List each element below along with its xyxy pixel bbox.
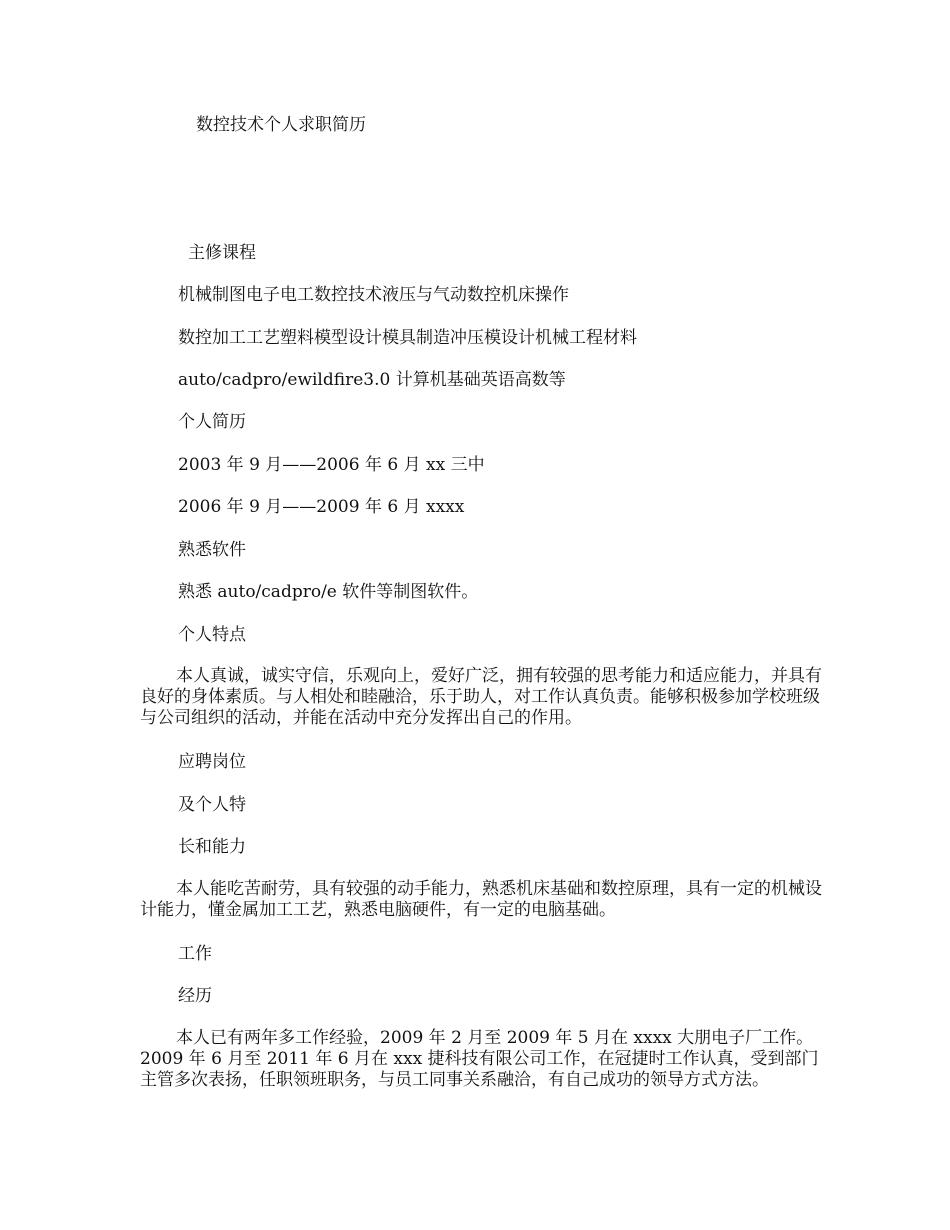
position-heading: 应聘岗位 bbox=[178, 752, 246, 772]
skills-heading-part-2: 长和能力 bbox=[178, 837, 246, 857]
courses-line-3: auto/cadpro/ewildfire3.0 计算机基础英语高数等 bbox=[178, 370, 566, 390]
resume-line-2: 2006 年 9 月——2009 年 6 月 xxxx bbox=[178, 497, 465, 517]
traits-paragraph: 本人真诚，诚实守信，乐观向上，爱好广泛，拥有较强的思考能力和适应能力，并具有良好的身体素质。与人相处和睦融洽，乐于助人，对工作认真负责。能够积极参加学校班级与公司组织的活动，并能在活动中充分发挥出自己的作用。 bbox=[140, 666, 822, 728]
skills-heading-part-1: 及个人特 bbox=[178, 795, 246, 815]
courses-line-1: 机械制图电子电工数控技术液压与气动数控机床操作 bbox=[178, 285, 569, 305]
courses-line-2: 数控加工工艺塑料模型设计模具制造冲压模设计机械工程材料 bbox=[178, 328, 637, 348]
software-line: 熟悉 auto/cadpro/e 软件等制图软件。 bbox=[178, 582, 479, 602]
work-heading-part-2: 经历 bbox=[178, 986, 212, 1006]
courses-heading: 主修课程 bbox=[188, 243, 256, 263]
skills-paragraph: 本人能吃苦耐劳，具有较强的动手能力，熟悉机床基础和数控原理，具有一定的机械设计能力，懂金属加工工艺，熟悉电脑硬件，有一定的电脑基础。 bbox=[140, 879, 822, 920]
software-heading: 熟悉软件 bbox=[178, 540, 246, 560]
work-heading-part-1: 工作 bbox=[178, 944, 212, 964]
resume-heading: 个人简历 bbox=[178, 412, 246, 432]
document-title: 数控技术个人求职简历 bbox=[196, 115, 366, 135]
resume-line-1: 2003 年 9 月——2006 年 6 月 xx 三中 bbox=[178, 455, 485, 475]
traits-heading: 个人特点 bbox=[178, 625, 246, 645]
work-paragraph: 本人已有两年多工作经验，2009 年 2 月至 2009 年 5 月在 xxxx 大朋电子厂工作。2009 年 6 月至 2011 年 6 月在 xxx 捷科技有限公司工作，在冠捷时工作认真，受到部门主管多次表扬，任职领班职务，与员工同事关系融洽，有自己成功的领导方式方法。 bbox=[140, 1028, 819, 1090]
